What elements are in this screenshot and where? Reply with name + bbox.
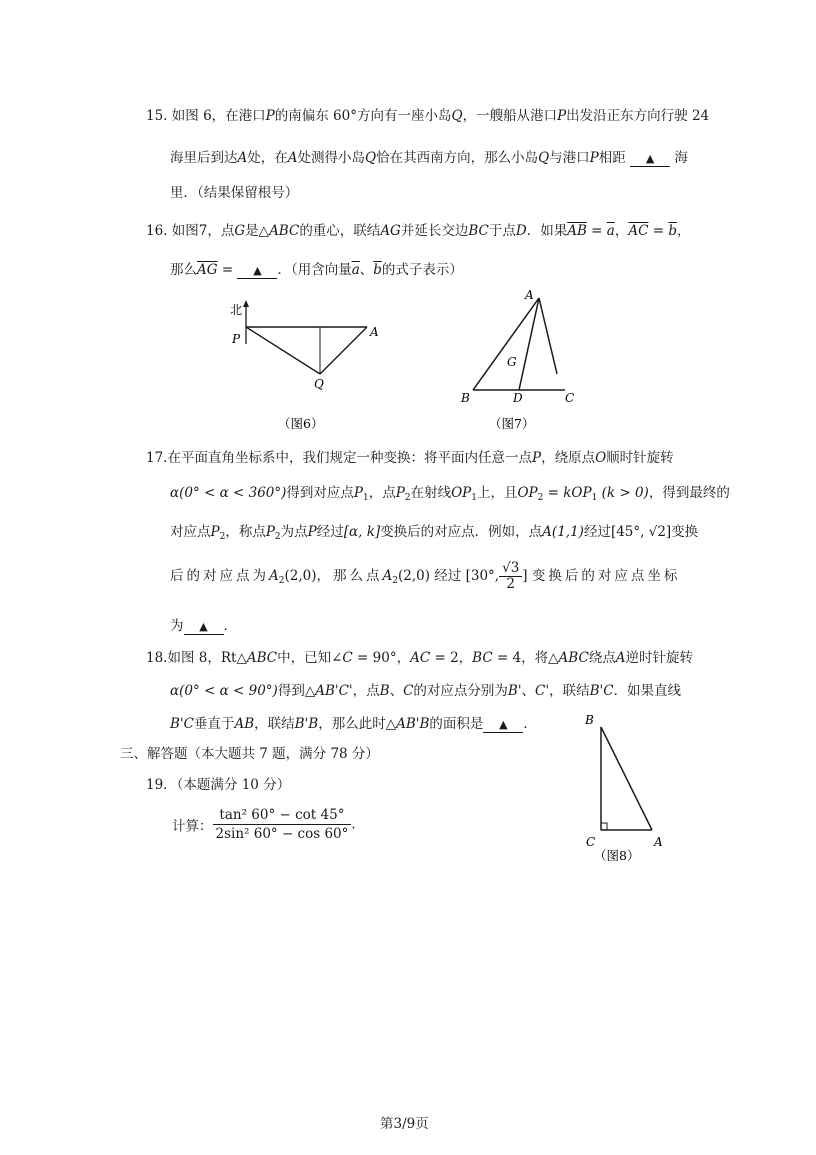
q17-line5: 为 ▲ ． (170, 618, 237, 634)
q15-line3: 里．（结果保留根号） (170, 185, 299, 201)
fig8-label-C: C (586, 835, 596, 849)
fig8-label-A: A (654, 835, 663, 849)
page-number: 第3/9页 (380, 1116, 429, 1132)
fig7-caption: （图7） (489, 416, 535, 431)
q17-number: 17. (146, 450, 168, 466)
q15-number: 15. (146, 108, 168, 124)
figure-7 (455, 282, 590, 440)
q15-answer-blank: ▲ (630, 151, 670, 167)
fig7-label-C: C (565, 391, 575, 405)
q16-line1: 16. 如图7，点G是△ABC的重心，联结AG并延长交边BC于点D．如果$\overline{AB} = \overline{a}$，$\overline{AC} = \overline{b}$， (146, 223, 691, 239)
fig6-segment-PQ (246, 327, 320, 374)
fig7-label-B: B (461, 391, 470, 405)
q18-answer-blank: ▲ (483, 717, 523, 733)
q18-line1: 18.如图 8，Rt△ABC中，已知∠C = 90°，AC = 2，BC = 4，将△ABC绕点A逆时针旋转 (146, 650, 694, 666)
fig7-label-G: G (507, 355, 517, 369)
q19-fraction: $\frac{\text{tan² 60° − cot 45°}}{\text{2sin² 60° − cos 60°}}$ (213, 806, 352, 843)
q16-number: 16. (146, 223, 168, 239)
q19-expression: 计算： $\frac{\text{tan² 60° − cot 45°}}{\text{2sin² 60° − cos 60°}}$ . (172, 807, 356, 842)
fig8-right-angle-mark (601, 823, 607, 830)
figure-8 (578, 708, 678, 868)
fig6-label-north: 北 (230, 303, 243, 317)
fig8-caption: （图8） (594, 848, 640, 863)
q17-line1: 17.在平面直角坐标系中，我们规定一种变换：将平面内任意一点P，绕原点O顺时针旋转 (146, 450, 674, 466)
q17-line3: 对应点$P_2$，称点$P_2$为点P经过[α, k]变换后的对应点．例如，点A(1,1)经过[45°, √2]变换 (170, 524, 699, 542)
fig6-segment-AQ (320, 327, 367, 374)
q15-line2: 海里后到达A处，在A处测得小岛Q恰在其西南方向，那么小岛Q与港口P相距 ▲ 海 (170, 150, 688, 166)
fig6-label-A: A (370, 325, 379, 339)
fig8-label-B: B (585, 713, 594, 727)
q15-line1: 15. 如图 6，在港口P的南偏东 60°方向有一座小岛Q，一艘船从港口P出发沿正东方向行驶 24 (146, 108, 710, 124)
q17-line2: α(0° < α < 360°)得到对应点$P_1$，点$P_2$在射线$OP_1$上，且$OP_2 = kOP_1$ (k > 0)，得到最终的 (170, 485, 730, 503)
fig6-caption: （图6） (278, 416, 324, 431)
fig8-segment-AB (601, 727, 652, 830)
section-3-heading: 三、解答题（本大题共 7 题，满分 78 分） (120, 746, 379, 762)
q18-number: 18. (146, 650, 168, 666)
fig6-label-P: P (232, 332, 241, 346)
fig7-label-D: D (513, 391, 523, 405)
q17-answer-blank: ▲ (184, 619, 224, 635)
q17-line4: 后的对应点为$A_2(2,0)$，那么点$A_2(2,0)$ 经过 [30°, $\frac{√3}{2}$ ] 变换后的对应点坐标 (170, 560, 681, 592)
figure-6 (222, 296, 392, 441)
fig6-arrowhead (243, 300, 249, 307)
q16-line2: 那么$\overline{AG}$ = ▲ ．（用含向量$\overline{a}$、$\overline{b}$的式子表示） (170, 262, 463, 278)
q19-title: 19．（本题满分 10 分） (146, 777, 291, 793)
fig7-segment-AC (539, 298, 557, 374)
q17-fraction: $\frac{√3}{2}$ (499, 561, 522, 592)
fig7-label-A: A (525, 288, 534, 302)
q18-line2: α(0° < α < 90°)得到△AB'C'，点B、C的对应点分别为B'、C'，联结B'C．如果直线 (170, 683, 682, 699)
q18-line3: B'C垂直于AB，联结B'B，那么此时△AB'B的面积是 ▲ ． (170, 716, 537, 732)
q16-answer-blank: ▲ (237, 263, 277, 279)
fig6-label-Q: Q (314, 377, 324, 391)
